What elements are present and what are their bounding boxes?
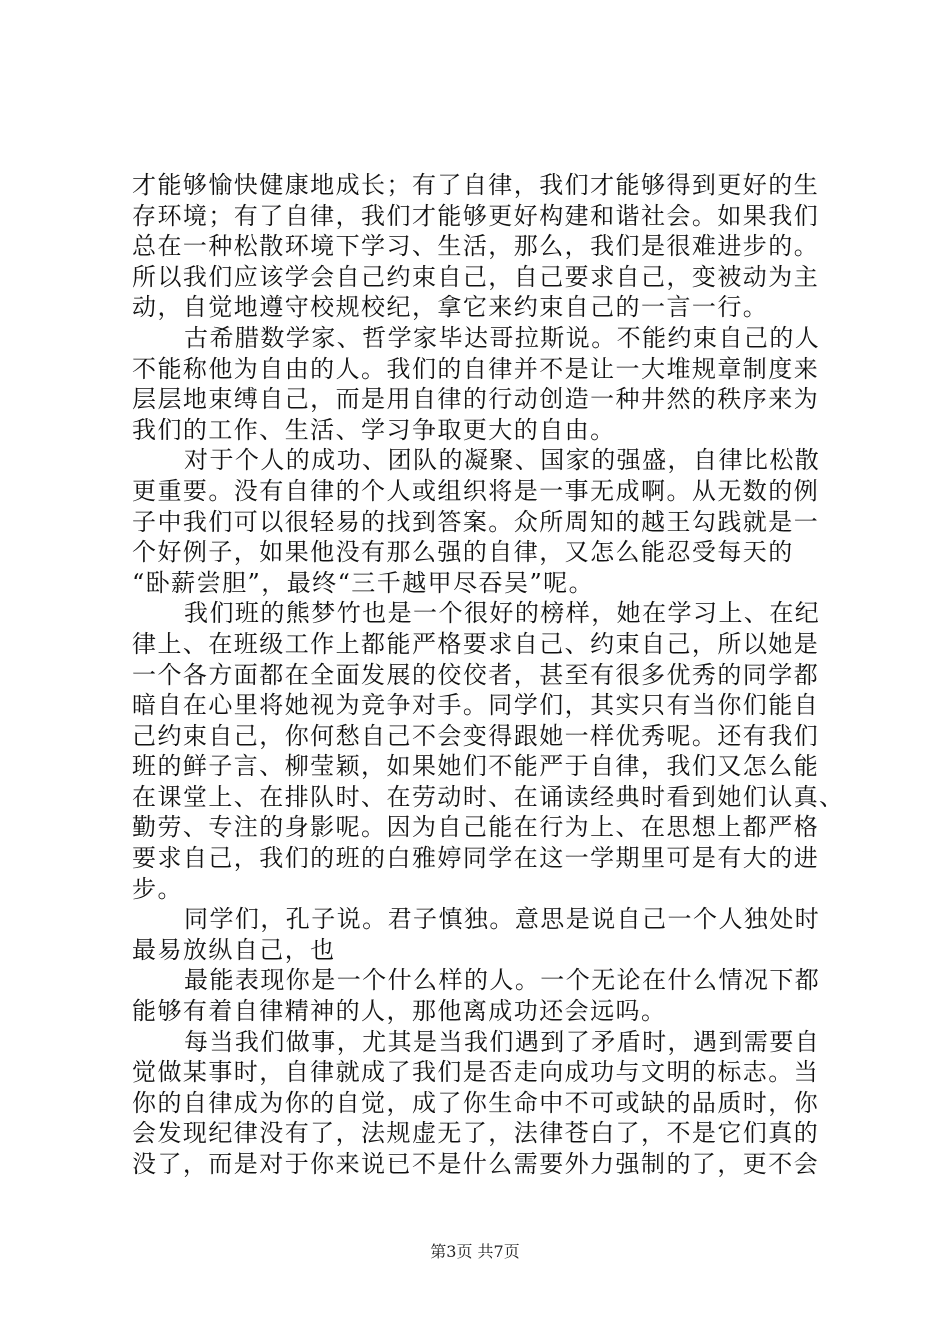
text-line: 律上、在班级工作上都能严格要求自己、约束自己，所以她是 bbox=[132, 629, 820, 658]
text-line: 最能表现你是一个什么样的人。一个无论在什么情况下都 bbox=[184, 966, 821, 995]
text-line: 对于个人的成功、团队的凝聚、国家的强盛，自律比松散 bbox=[184, 446, 821, 475]
text-line: 要求自己，我们的班的白雅婷同学在这一学期里可是有大的进 bbox=[132, 844, 820, 873]
text-line: 每当我们做事，尤其是当我们遇到了矛盾时，遇到需要自 bbox=[184, 1027, 821, 1056]
text-line: 在课堂上、在排队时、在劳动时、在诵读经典时看到她们认真、 bbox=[132, 782, 845, 811]
text-line: 能够有着自律精神的人，那他离成功还会远吗。 bbox=[132, 997, 667, 1026]
text-line: 会发现纪律没有了，法规虚无了，法律苍白了，不是它们真的 bbox=[132, 1119, 820, 1148]
text-line: “卧薪尝胆”，最终“三千越甲尽吞吴”呢。 bbox=[132, 568, 595, 597]
text-line: 一个各方面都在全面发展的佼佼者，甚至有很多优秀的同学都 bbox=[132, 660, 820, 689]
text-line: 我们的工作、生活、学习争取更大的自由。 bbox=[132, 415, 616, 444]
text-line: 存环境；有了自律，我们才能够更好构建和谐社会。如果我们 bbox=[132, 201, 820, 230]
text-line: 你的自律成为你的自觉，成了你生命中不可或缺的品质时，你 bbox=[132, 1088, 820, 1117]
text-line: 所以我们应该学会自己约束自己，自己要求自己，变被动为主 bbox=[132, 262, 820, 291]
text-line: 己约束自己，你何愁自己不会变得跟她一样优秀呢。还有我们 bbox=[132, 721, 820, 750]
text-line: 同学们，孔子说。君子慎独。意思是说自己一个人独处时 bbox=[184, 905, 821, 934]
page-number-footer: 第3页 共7页 bbox=[430, 1242, 520, 1261]
text-line: 不能称他为自由的人。我们的自律并不是让一大堆规章制度来 bbox=[132, 354, 820, 383]
text-line: 没了，而是对于你来说已不是什么需要外力强制的了，更不会 bbox=[132, 1150, 820, 1178]
document-body bbox=[132, 170, 845, 1180]
text-line: 最易放纵自己，也 bbox=[132, 935, 336, 964]
text-line: 更重要。没有自律的个人或组织将是一事无成啊。从无数的例 bbox=[132, 476, 820, 505]
text-line: 暗自在心里将她视为竞争对手。同学们，其实只有当你们能自 bbox=[132, 691, 820, 720]
text-line: 层层地束缚自己，而是用自律的行动创造一种井然的秩序来为 bbox=[132, 385, 820, 414]
text-line: 我们班的熊梦竹也是一个很好的榜样，她在学习上、在纪 bbox=[184, 599, 821, 628]
text-line: 勤劳、专注的身影呢。因为自己能在行为上、在思想上都严格 bbox=[132, 813, 820, 842]
text-line: 觉做某事时，自律就成了我们是否走向成功与文明的标志。当 bbox=[132, 1058, 820, 1087]
text-line: 动，自觉地遵守校规校纪，拿它来约束自己的一言一行。 bbox=[132, 293, 769, 322]
text-line: 子中我们可以很轻易的找到答案。众所周知的越王勾践就是一 bbox=[132, 507, 820, 536]
text-line: 总在一种松散环境下学习、生活，那么，我们是很难进步的。 bbox=[132, 232, 820, 261]
text-line: 个好例子，如果他没有那么强的自律，又怎么能忍受每天的 bbox=[132, 538, 794, 567]
text-line: 步。 bbox=[132, 874, 183, 903]
text-line: 古希腊数学家、哲学家毕达哥拉斯说。不能约束自己的人 bbox=[184, 323, 821, 352]
text-line: 才能够愉快健康地成长；有了自律，我们才能够得到更好的生 bbox=[132, 171, 820, 199]
text-line: 班的鲜子言、柳莹颖，如果她们不能严于自律，我们又怎么能 bbox=[132, 752, 820, 781]
